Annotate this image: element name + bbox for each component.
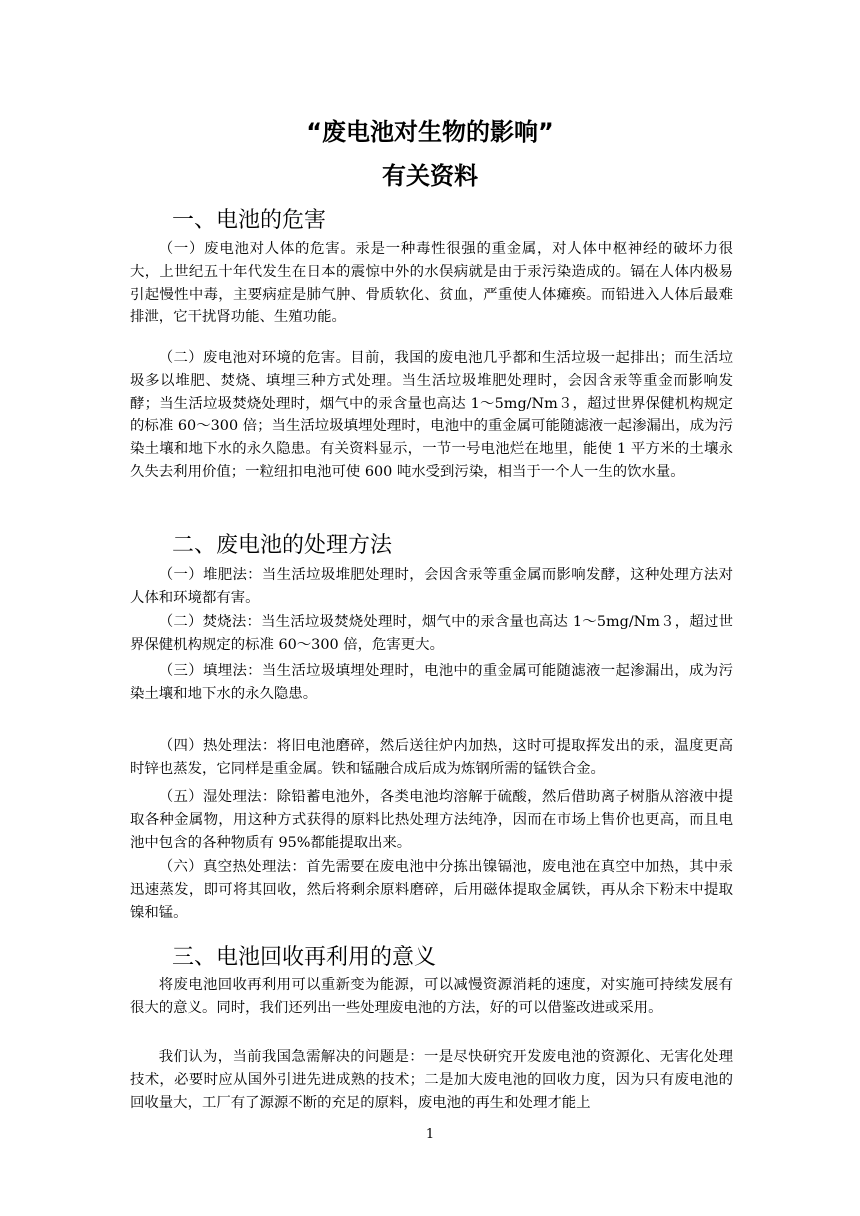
document-title: “废电池对生物的影响” bbox=[306, 118, 554, 146]
paragraph-heat-treatment: （四）热处理法：将旧电池磨碎，然后送往炉内加热，这时可提取挥发出的汞，温度更高时锌也蒸发，它同样是重金属。铁和锰融合成后成为炼钢所需的锰铁合金。 bbox=[130, 738, 733, 777]
paragraph-incineration-method: （二）焚烧法：当生活垃圾焚烧处理时，烟气中的汞含量也高达 1～5mg/Nm３，超过世界保健机构规定的标准 60～300 倍，危害更大。 bbox=[130, 614, 733, 653]
paragraph-landfill-method: （三）填埋法：当生活垃圾填埋处理时，电池中的重金属可能随滤液一起渗漏出，成为污染土壤和地下水的永久隐患。 bbox=[130, 663, 733, 702]
paragraph-human-hazard: （一）废电池对人体的危害。汞是一种毒性很强的重金属，对人体中枢神经的破坏力很大，上世纪五十年代发生在日本的震惊中外的水俣病就是由于汞污染造成的。镉在人体内极易引起慢性中毒，主要病症是肺气肿、骨质软化、贫血，严重使人体瘫痪。而铅进入人体后最难排泄，它干扰肾功能、生殖功能。 bbox=[130, 241, 733, 326]
section-heading-methods: 二、废电池的处理方法 bbox=[172, 533, 393, 558]
section-heading-hazards: 一、电池的危害 bbox=[172, 208, 327, 233]
paragraph-environment-hazard: （二）废电池对环境的危害。目前，我国的废电池几乎都和生活垃圾一起排出；而生活垃圾多以堆肥、焚烧、填埋三种方式处理。当生活垃圾堆肥处理时，会因含汞等重金而影响发酵；当生活垃圾焚烧处理时，烟气中的汞含量也高达 1～5mg/Nm３，超过世界保健机构规定的标准 60～300 倍；当生活垃圾填埋处理时，电池中的重金属可能随滤液一起渗漏出，成为污染土壤和地下水的永久隐患。有关资料显示，一节一号电池烂在地里，能使 1 平方米的土壤永久失去利用价值；一粒纽扣电池可使 600 吨水受到污染，相当于一个人一生的饮水量。 bbox=[130, 350, 733, 480]
section-heading-significance: 三、电池回收再利用的意义 bbox=[172, 945, 437, 970]
paragraph-current-problems: 我们认为，当前我国急需解决的问题是：一是尽快研究开发废电池的资源化、无害化处理技术，必要时应从国外引进先进成熟的技术；二是加大废电池的回收力度，因为只有废电池的回收量大，工厂有了源源不断的充足的原料，废电池的再生和处理才能上 bbox=[130, 1049, 733, 1111]
page-number: 1 bbox=[425, 1127, 435, 1142]
paragraph-recycling-significance: 将废电池回收再利用可以重新变为能源，可以减慢资源消耗的速度，对实施可持续发展有很大的意义。同时，我们还列出一些处理废电池的方法，好的可以借鉴改进或采用。 bbox=[130, 977, 733, 1016]
paragraph-vacuum-heat-treatment: （六）真空热处理法：首先需要在废电池中分拣出镍镉池，废电池在真空中加热，其中汞迅速蒸发，即可将其回收，然后将剩余原料磨碎，后用磁体提取金属铁，再从余下粉末中提取镍和锰。 bbox=[130, 859, 733, 921]
paragraph-wet-treatment: （五）湿处理法：除铅蓄电池外，各类电池均溶解于硫酸，然后借助离子树脂从溶液中提取各种金属物，用这种方式获得的原料比热处理方法纯净，因而在市场上售价也更高，而且电池中包含的各种物质有 95%都能提取出来。 bbox=[130, 789, 733, 851]
document-subtitle: 有关资料 bbox=[382, 162, 478, 190]
paragraph-compost-method: （一）堆肥法：当生活垃圾堆肥处理时，会因含汞等重金属而影响发酵，这种处理方法对人体和环境都有害。 bbox=[130, 567, 733, 606]
